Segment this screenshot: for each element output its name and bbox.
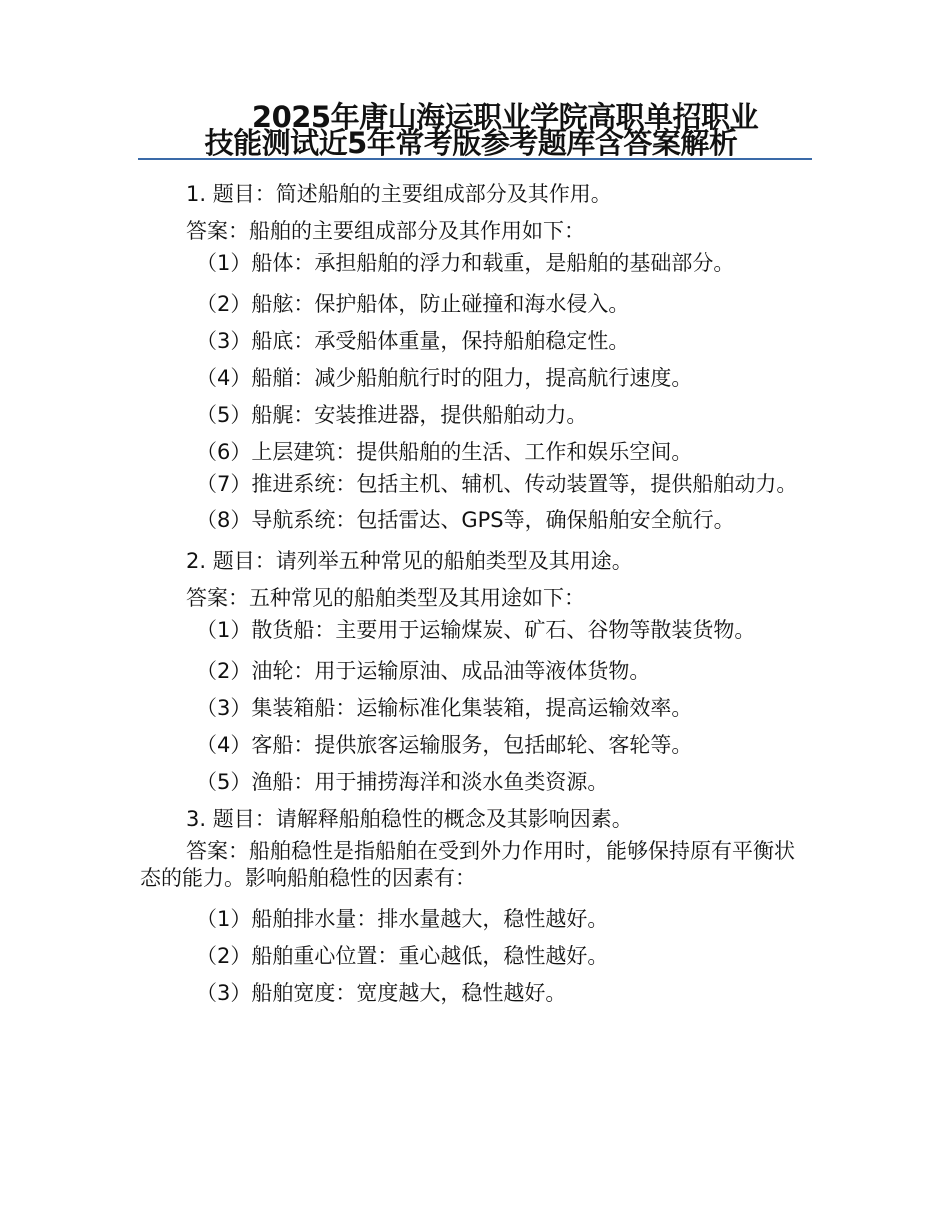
answer-2-item-4: （4）客船：提供旅客运输服务，包括邮轮、客轮等。 bbox=[196, 733, 693, 757]
answer-3-intro: 答案：船舶稳性是指船舶在受到外力作用时，能够保持原有平衡状态的能力。影响船舶稳性的因素有： bbox=[140, 839, 795, 890]
answer-3-item-2: （2）船舶重心位置：重心越低，稳性越好。 bbox=[196, 944, 609, 968]
question-1: 1. 题目：简述船舶的主要组成部分及其作用。 bbox=[186, 182, 612, 206]
question-2: 2. 题目：请列举五种常见的船舶类型及其用途。 bbox=[186, 549, 633, 573]
answer-1-item-1: （1）船体：承担船舶的浮力和载重，是船舶的基础部分。 bbox=[196, 251, 735, 275]
answer-3-item-3: （3）船舶宽度：宽度越大，稳性越好。 bbox=[196, 981, 567, 1005]
answer-2-item-1: （1）散货船：主要用于运输煤炭、矿石、谷物等散装货物。 bbox=[196, 618, 756, 642]
answer-1-item-6: （6）上层建筑：提供船舶的生活、工作和娱乐空间。 bbox=[196, 440, 693, 464]
document-body bbox=[140, 176, 812, 1012]
answer-2-item-3: （3）集装箱船：运输标准化集装箱，提高运输效率。 bbox=[196, 696, 693, 720]
answer-3-item-1: （1）船舶排水量：排水量越大，稳性越好。 bbox=[196, 907, 609, 931]
answer-1-item-3: （3）船底：承受船体重量，保持船舶稳定性。 bbox=[196, 329, 630, 353]
answer-2-item-2: （2）油轮：用于运输原油、成品油等液体货物。 bbox=[196, 659, 651, 683]
answer-2-intro: 答案：五种常见的船舶类型及其用途如下： bbox=[186, 586, 585, 610]
answer-1-item-2: （2）船舷：保护船体，防止碰撞和海水侵入。 bbox=[196, 292, 630, 316]
answer-1-item-5: （5）船艉：安装推进器，提供船舶动力。 bbox=[196, 403, 588, 427]
title-line-2: 技能测试近5年常考版参考题库含答案解析 bbox=[204, 126, 738, 160]
answer-1-item-4: （4）船艏：减少船舶航行时的阻力，提高航行速度。 bbox=[196, 366, 693, 390]
answer-1-intro: 答案：船舶的主要组成部分及其作用如下： bbox=[186, 219, 585, 243]
title-line-1: 2025年唐山海运职业学院高职单招职业 bbox=[251, 100, 759, 134]
answer-1-item-7: （7）推进系统：包括主机、辅机、传动装置等，提供船舶动力。 bbox=[196, 472, 798, 496]
answer-2-item-5: （5）渔船：用于捕捞海洋和淡水鱼类资源。 bbox=[196, 770, 609, 794]
answer-1-item-8: （8）导航系统：包括雷达、GPS等，确保船舶安全航行。 bbox=[196, 508, 735, 532]
question-3: 3. 题目：请解释船舶稳性的概念及其影响因素。 bbox=[186, 807, 633, 831]
document-title bbox=[138, 100, 812, 160]
